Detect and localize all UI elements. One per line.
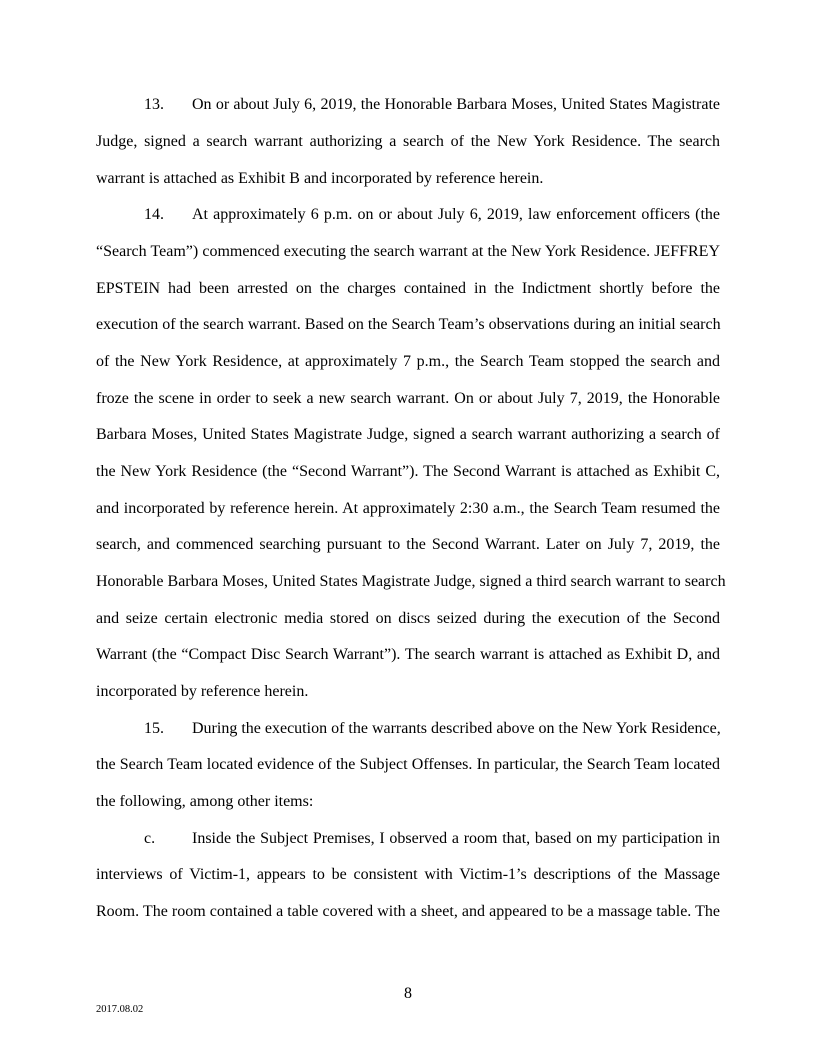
text-line: and incorporated by reference herein. At approximately 2:30 a.m., the Search Team resumed the [96, 500, 720, 517]
text-line: the Search Team located evidence of the Subject Offenses. In particular, the Search Team located [96, 756, 720, 773]
text-line: “Search Team”) commenced executing the search warrant at the New York Residence. JEFFREY [96, 243, 720, 260]
page-number: 8 [404, 985, 412, 1002]
paragraph-number: 13. [144, 96, 164, 113]
text-line: Inside the Subject Premises, I observed a room that, based on my participation in [192, 830, 720, 847]
text-line: Honorable Barbara Moses, United States Magistrate Judge, signed a third search warrant to search [96, 573, 726, 590]
text-line: EPSTEIN had been arrested on the charges contained in the Indictment shortly before the [96, 280, 720, 297]
text-line: and seize certain electronic media stored on discs seized during the execution of the Second [96, 610, 720, 627]
text-line: Room. The room contained a table covered with a sheet, and appeared to be a massage table. The [96, 903, 720, 920]
item-letter: c. [144, 830, 156, 847]
text-line: During the execution of the warrants described above on the New York Residence, [192, 720, 721, 737]
text-line: warrant is attached as Exhibit B and incorporated by reference herein. [96, 170, 544, 187]
paragraph-number: 14. [144, 206, 164, 223]
text-line: the following, among other items: [96, 793, 314, 810]
text-line: execution of the search warrant. Based on the Search Team’s observations during an initial search [96, 316, 721, 333]
text-line: the New York Residence (the “Second Warrant”). The Second Warrant is attached as Exhibit C, [96, 463, 720, 480]
text-line: Judge, signed a search warrant authorizing a search of the New York Residence. The search [96, 133, 720, 150]
document-date: 2017.08.02 [96, 1004, 144, 1015]
text-line: froze the scene in order to seek a new search warrant. On or about July 7, 2019, the Honorable [96, 390, 720, 407]
paragraph-number: 15. [144, 720, 164, 737]
text-line: of the New York Residence, at approximately 7 p.m., the Search Team stopped the search and [96, 353, 720, 370]
text-line: search, and commenced searching pursuant to the Second Warrant. Later on July 7, 2019, the [96, 536, 720, 553]
text-line: Warrant (the “Compact Disc Search Warrant”). The search warrant is attached as Exhibit D, and [96, 646, 720, 663]
text-line: On or about July 6, 2019, the Honorable Barbara Moses, United States Magistrate [192, 96, 720, 113]
text-line: interviews of Victim-1, appears to be consistent with Victim-1’s descriptions of the Massage [96, 866, 720, 883]
text-line: incorporated by reference herein. [96, 683, 309, 700]
text-line: Barbara Moses, United States Magistrate Judge, signed a search warrant authorizing a search of [96, 426, 720, 443]
text-line: At approximately 6 p.m. on or about July 6, 2019, law enforcement officers (the [192, 206, 720, 223]
